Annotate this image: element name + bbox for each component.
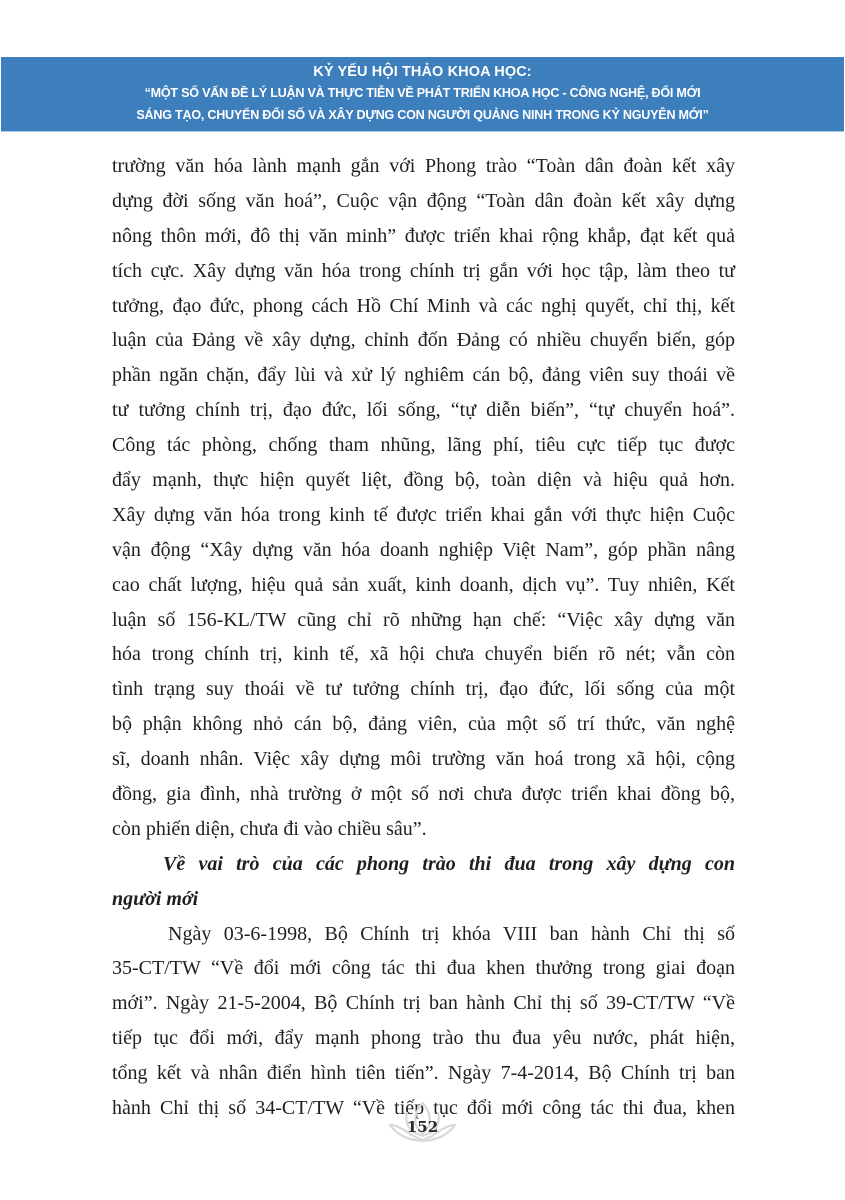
text-line: còn phiến diện, chưa đi vào chiều sâu”. (112, 817, 427, 840)
text-line: Công tác phòng, chống tham nhũng, lãng phí, tiêu cực tiếp tục được (112, 434, 735, 457)
page-number: 152 (406, 1118, 439, 1136)
header-subtitle-line1: “MỘT SỐ VẤN ĐỀ LÝ LUẬN VÀ THỰC TIỄN VỀ PHÁT TRIỂN KHOA HỌC - CÔNG NGHỆ, ĐỔI MỚI (144, 86, 701, 100)
text-line: tổng kết và nhân điển hình tiên tiến”. Ngày 7-4-2014, Bộ Chính trị ban (112, 1062, 735, 1085)
text-line: phần ngăn chặn, đẩy lùi và xử lý nghiêm cán bộ, đảng viên suy thoái về (112, 364, 735, 387)
text-line: vận động “Xây dựng văn hóa doanh nghiệp Việt Nam”, góp phần nâng (112, 538, 735, 561)
text-line: Ngày 03-6-1998, Bộ Chính trị khóa VIII ban hành Chỉ thị số (168, 922, 735, 945)
heading-line: người mới (112, 887, 199, 910)
text-line: luận số 156-KL/TW cũng chỉ rõ những hạn chế: “Việc xây dựng văn (112, 608, 735, 631)
section-heading (112, 847, 735, 917)
text-line: sĩ, doanh nhân. Việc xây dựng môi trường văn hoá trong xã hội, cộng (112, 748, 735, 771)
text-line: tư tưởng chính trị, đạo đức, lối sống, “tự diễn biến”, “tự chuyển hoá”. (112, 399, 735, 422)
text-line: hành Chỉ thị số 34-CT/TW “Về tiếp tục đổi mới công tác thi đua, khen (112, 1097, 735, 1120)
header-subtitle-line2: SÁNG TẠO, CHUYỂN ĐỔI SỐ VÀ XÂY DỰNG CON NGƯỜI QUẢNG NINH TRONG KỶ NGUYÊN MỚI” (136, 108, 709, 122)
text-line: tiếp tục đổi mới, đẩy mạnh phong trào thu đua yêu nước, phát hiện, (112, 1027, 735, 1050)
text-line: tích cực. Xây dựng văn hóa trong chính trị gắn với học tập, làm theo tư (112, 259, 735, 282)
text-line: tình trạng suy thoái về tư tưởng chính trị, đạo đức, lối sống của một (112, 678, 735, 701)
text-line: nông thôn mới, đô thị văn minh” được triển khai rộng khắp, đạt kết quả (112, 224, 735, 247)
text-line: mới”. Ngày 21-5-2004, Bộ Chính trị ban hành Chỉ thị số 39-CT/TW “Về (112, 992, 735, 1015)
paragraph-emulation-directives (112, 917, 735, 1126)
text-line: hóa trong chính trị, kinh tế, xã hội chưa chuyển biến rõ nét; vẫn còn (112, 643, 735, 666)
conference-header-banner (1, 57, 844, 132)
text-line: đồng, gia đình, nhà trường ở một số nơi chưa được triển khai đồng bộ, (112, 783, 735, 806)
text-line: Xây dựng văn hóa trong kinh tế được triển khai gắn với thực hiện Cuộc (112, 503, 735, 526)
text-line: cao chất lượng, hiệu quả sản xuất, kinh doanh, dịch vụ”. Tuy nhiên, Kết (112, 573, 735, 596)
text-line: trường văn hóa lành mạnh gắn với Phong trào “Toàn dân đoàn kết xây (112, 155, 735, 177)
header-title: KỶ YẾU HỘI THẢO KHOA HỌC: (313, 64, 532, 80)
text-line: tưởng, đạo đức, phong cách Hồ Chí Minh và các nghị quyết, chỉ thị, kết (112, 294, 735, 317)
text-line: 35-CT/TW “Về đổi mới công tác thi đua khen thưởng trong giai đoạn (112, 957, 735, 980)
heading-line: Về vai trò của các phong trào thi đua trong xây dựng con (163, 852, 735, 875)
page-body (112, 149, 735, 1126)
page-footer (385, 1100, 460, 1145)
paragraph-culture-building (112, 149, 735, 847)
text-line: bộ phận không nhỏ cán bộ, đảng viên, của một số trí thức, văn nghệ (112, 713, 735, 736)
text-line: luận của Đảng về xây dựng, chỉnh đốn Đảng có nhiều chuyển biến, góp (112, 329, 735, 352)
text-line: đẩy mạnh, thực hiện quyết liệt, đồng bộ, toàn diện và hiệu quả hơn. (112, 469, 735, 492)
text-line: dựng đời sống văn hoá”, Cuộc vận động “Toàn dân đoàn kết xây dựng (112, 189, 735, 212)
